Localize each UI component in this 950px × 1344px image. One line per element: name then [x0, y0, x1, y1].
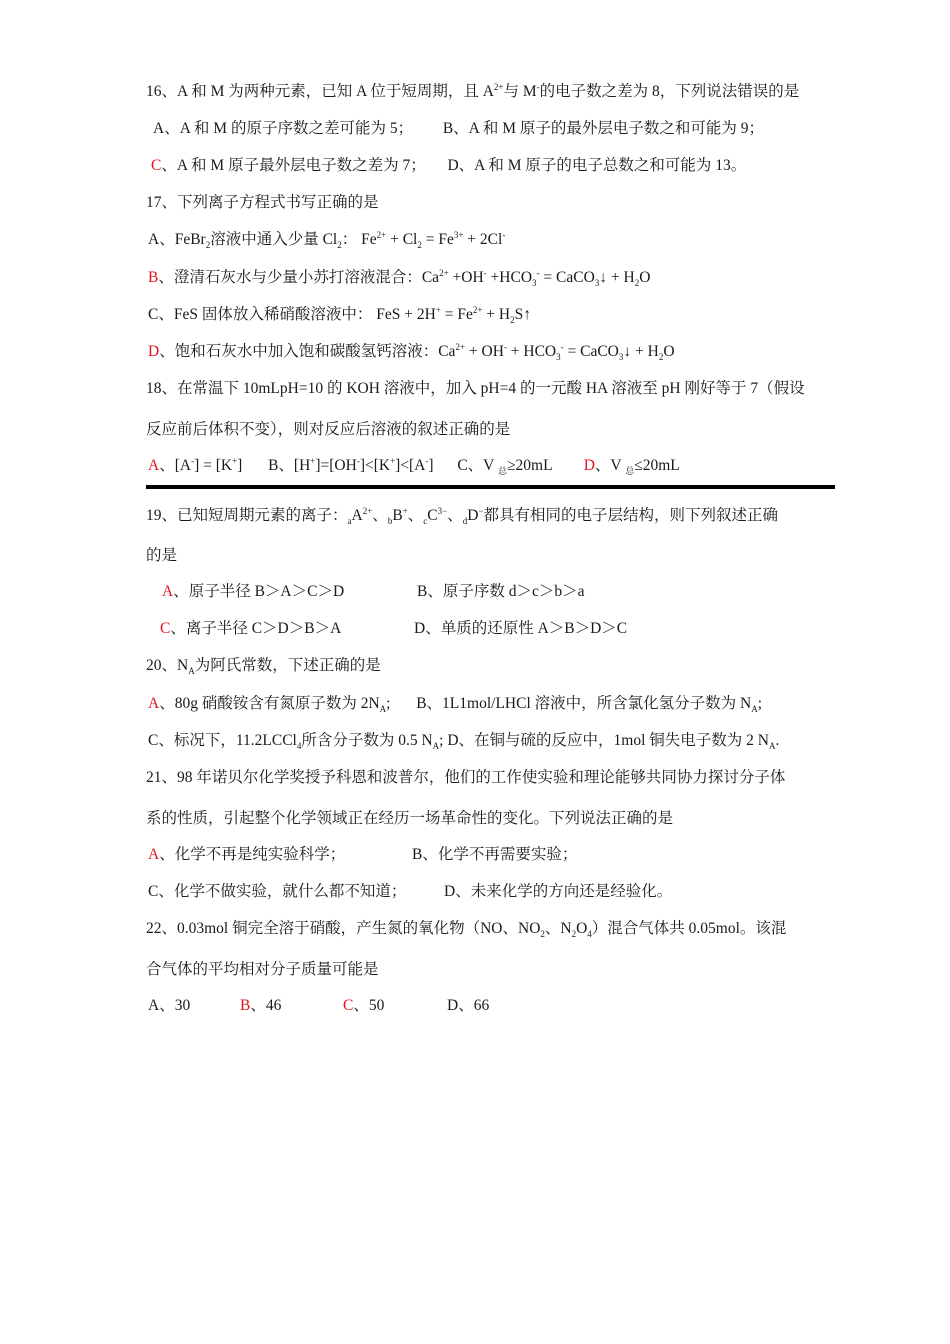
q16-options-ab	[153, 119, 764, 139]
q19-stem-line1: 19、已知短周期元素的离子：$_aA^{2+}$、$_b$B+、$_cC^{3-}$、$_d$D−都具有相同的电子层结构，则下列叙述正确	[146, 505, 778, 527]
subscript: 总	[497, 466, 507, 477]
q22-options	[148, 996, 489, 1016]
answer-mark: D	[583, 457, 595, 474]
q21-option-b: B、化学不再需要实验；	[412, 846, 578, 863]
superscript: 2+	[362, 505, 373, 516]
q16-option-d: D、A 和 M 原子的电子总数之和可能为 13。	[447, 157, 747, 174]
superscript: +	[402, 505, 408, 516]
subscript: 2	[658, 352, 664, 363]
q20-option-a: A、80g 硝酸铵含有氮原子数为 $2N_A$;	[148, 695, 391, 715]
answer-mark: A	[148, 846, 160, 863]
superscript: -	[560, 341, 564, 352]
answer-mark: B	[240, 997, 251, 1014]
q17-option-d: D、饱和石灰水中加入饱和碳酸氢钙溶液：$Ca^{2+} + OH^- + HCO_3^-$ = CaCO$_3$↓ + $H_2O$	[148, 341, 675, 363]
q16-option-a: A、A 和 M 的原子序数之差可能为 5；	[153, 120, 414, 137]
q21-options-cd	[148, 882, 672, 902]
q22-stem-line2: 合气体的平均相对分子质量可能是	[146, 961, 379, 978]
answer-mark: B	[148, 269, 159, 286]
q16-option-c: C、A 和 M 原子最外层电子数之差为 7；	[151, 157, 426, 174]
superscript: 2+	[376, 229, 387, 240]
q19-option-c: C、离子半径 C＞D＞B＞A	[160, 620, 342, 637]
q17-option-a: A、FeBr$_2$溶液中通入少量 $Cl_2$： $Fe^{2+} + Cl_2 = Fe^{3+} + 2Cl^-$	[148, 229, 506, 251]
q22-option-b: B、46	[240, 997, 282, 1014]
superscript: -	[503, 341, 507, 352]
q16-option-b: B、A 和 M 原子的最外层电子数之和可能为 9；	[442, 120, 765, 137]
q17-option-b: B、澄清石灰水与少量小苏打溶液混合：$Ca^{2+} +OH^- +HCO_3^-$ = CaCO$_3$↓ + $H_2O$	[148, 267, 651, 289]
superscript: +	[310, 455, 316, 466]
superscript: +	[232, 455, 238, 466]
subscript: d	[462, 516, 468, 527]
superscript: 2+	[439, 267, 449, 278]
subscript: 2	[337, 240, 342, 251]
subscript: c	[423, 516, 428, 527]
q18-option-c: C、V $_总$≥20mL	[457, 457, 552, 477]
answer-mark: C	[343, 997, 354, 1014]
subscript: 2	[205, 240, 211, 251]
q21-stem-line1: 21、98 年诺贝尔化学奖授予科恩和波普尔，他们的工作使实验和理论能够共同协力探讨分子体	[146, 769, 786, 786]
q18-stem-line2: 反应前后体积不变），则对反应后溶液的叙述正确的是	[146, 421, 511, 438]
q19-option-a: A、原子半径 B＞A＞C＞D	[162, 583, 345, 600]
subscript: 总	[625, 466, 635, 477]
q19-options-ab	[162, 582, 584, 602]
subscript: 2	[417, 240, 422, 251]
q21-option-d: D、未来化学的方向还是经验化。	[444, 883, 673, 900]
q18-option-d: D、V $_总$≤20mL	[583, 457, 680, 477]
section-divider	[146, 485, 835, 489]
answer-mark: C	[151, 157, 162, 174]
q22-option-a: A、30	[148, 997, 191, 1014]
superscript: -	[502, 229, 506, 240]
subscript: A	[768, 741, 776, 752]
q16-options-cd	[151, 156, 746, 176]
superscript: 2+	[493, 81, 504, 92]
q16-stem: 16、A 和 M 为两种元素，已知 A 位于短周期，且 $A^{2+}$与 M-的电子数之差为 8，下列说法错误的是	[146, 81, 800, 100]
superscript: -	[191, 455, 195, 466]
subscript: A	[432, 741, 440, 752]
q22-stem-line1: 22、0.03mol 铜完全溶于硝酸，产生氮的氧化物（NO、$NO_2$、$N_2O_4$）混合气体共 0.05mol。该混	[146, 920, 787, 940]
q20-option-b: B、1L1mol/LHCl 溶液中，所含氯化氢分子数为 $N_A$;	[416, 695, 763, 715]
superscript: −	[478, 505, 484, 516]
superscript: 2+	[455, 341, 466, 352]
answer-mark: C	[160, 620, 171, 637]
q17-option-c: C、FeS 固体放入稀硝酸溶液中： FeS + $2H^+ = Fe^{2+}$ + $H_2S↑$	[148, 304, 531, 326]
answer-mark: A	[162, 583, 174, 600]
subscript: b	[387, 516, 393, 527]
subscript: A	[379, 704, 387, 715]
q20-options-ab	[148, 694, 762, 714]
subscript: a	[347, 516, 352, 527]
superscript: -	[536, 267, 540, 278]
q18-option-a: A、[A-] = [K+]	[148, 455, 243, 474]
subscript: 3	[594, 278, 600, 289]
subscript: 3	[556, 352, 561, 363]
subscript: 4	[587, 929, 592, 940]
superscript: -	[356, 455, 360, 466]
superscript: +	[390, 455, 396, 466]
answer-mark: A	[148, 457, 160, 474]
q17-stem: 17、下列离子方程式书写正确的是	[146, 194, 379, 211]
superscript: 2+	[472, 304, 483, 315]
q19-option-d: D、单质的还原性 A＞B＞D＞C	[414, 620, 628, 637]
q19-stem-line2: 的是	[146, 547, 178, 564]
q18-options	[148, 456, 680, 476]
subscript: A	[188, 666, 195, 677]
q20-stem: 20、$N_A$为阿氏常数，下述正确的是	[146, 657, 381, 677]
q21-option-a: A、化学不再是纯实验科学；	[148, 846, 346, 863]
superscript: +	[435, 304, 441, 315]
q22-option-d: D、66	[447, 997, 490, 1014]
superscript: -	[536, 81, 540, 92]
subscript: 2	[540, 929, 545, 940]
q22-option-c: C、50	[343, 997, 385, 1014]
superscript: -	[425, 455, 429, 466]
superscript: 3−	[437, 505, 448, 516]
subscript: A	[751, 704, 758, 715]
subscript: 2	[634, 278, 640, 289]
q20-options-cd: C、标况下，11.2LCCl$_4$所含分子数为 0.5 $N_A$; D、在铜与硫的反应中，1mol 铜失电子数为 2 $N_A$.	[148, 732, 780, 752]
q18-option-b: B、[H+]=[OH-]<[K+]<[A-]	[268, 455, 434, 474]
q21-options-ab	[148, 845, 577, 865]
q21-option-c: C、化学不做实验，就什么都不知道；	[148, 883, 407, 900]
subscript: 4	[296, 741, 302, 752]
subscript: 2	[510, 315, 515, 326]
answer-mark: D	[148, 343, 160, 360]
superscript: -	[483, 267, 487, 278]
subscript: 2	[571, 929, 577, 940]
q21-stem-line2: 系的性质，引起整个化学领域正在经历一场革命性的变化。下列说法正确的是	[146, 810, 674, 827]
q18-stem-line1: 18、在常温下 10mLpH=10 的 KOH 溶液中，加入 pH=4 的一元酸 HA 溶液至 pH 刚好等于 7（假设	[146, 380, 805, 397]
answer-mark: A	[148, 695, 160, 712]
q19-option-b: B、原子序数 d＞c＞b＞a	[417, 583, 585, 600]
subscript: 3	[618, 352, 624, 363]
q19-options-cd	[160, 619, 627, 639]
subscript: 3	[532, 278, 537, 289]
superscript: 3+	[453, 229, 464, 240]
